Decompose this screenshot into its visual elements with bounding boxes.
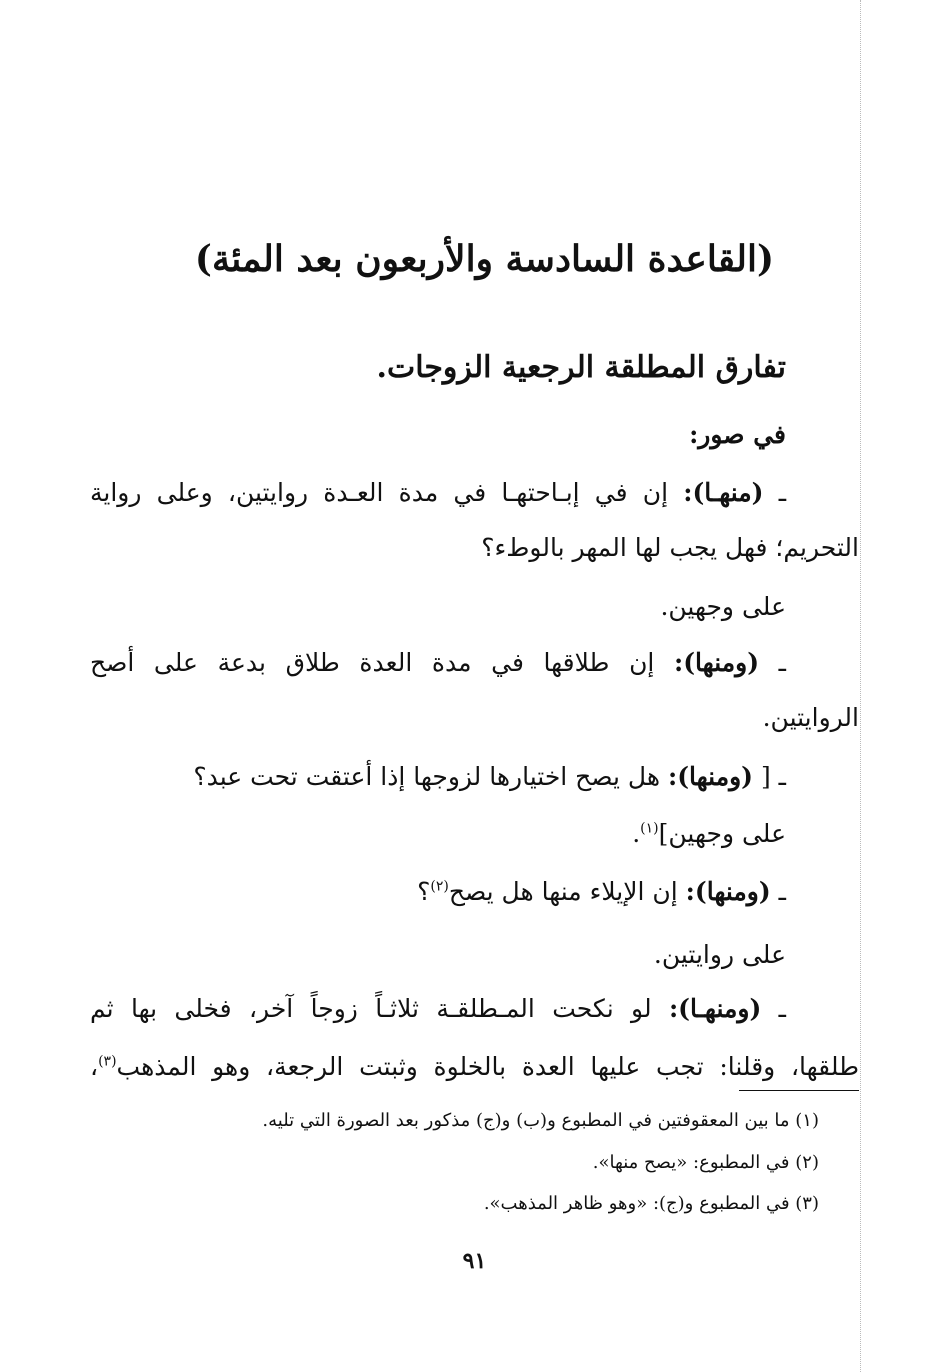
case-5-line-2 (90, 1052, 859, 1081)
answer-text: على وجهين] (658, 819, 786, 848)
case-5-line-1 (90, 994, 786, 1023)
case-1-line-1 (90, 478, 786, 507)
case-4-line-1 (417, 877, 786, 906)
case-marker: (ومنها): (685, 877, 771, 906)
case-marker: (ومنهـا): (668, 994, 762, 1023)
case-marker: (منهـا): (683, 478, 764, 507)
case-punct: ؟ (417, 877, 431, 906)
case-3-answer (632, 819, 786, 848)
footnote-2: (٢) في المطبوع: «يصح منها». (592, 1152, 819, 1173)
case-marker: (ومنها): (674, 648, 760, 677)
case-text: إن في إبـاحتهـا في مدة العـدة روايتين، وعلى رواية (90, 478, 669, 507)
case-dash: ـ (778, 994, 786, 1023)
case-2-line-2: الروايتين. (762, 703, 859, 732)
case-text: طلقها، وقلنا: تجب عليها العدة بالخلوة وثبتت الرجعة، وهو المذهب (116, 1052, 859, 1081)
page-number: ٩١ (462, 1248, 487, 1274)
case-dash: ـ [ (760, 762, 786, 791)
footnote-ref-3: (٣) (98, 1053, 117, 1070)
case-dash: ـ (778, 648, 786, 677)
case-1-line-2: التحريم؛ فهل يجب لها المهر بالوطء؟ (481, 533, 859, 562)
footnote-3: (٣) في المطبوع و(ج): «وهو ظاهر المذهب». (483, 1193, 819, 1214)
case-dash: ـ (778, 877, 786, 906)
footnote-separator (739, 1090, 859, 1091)
footnote-ref-1: (١) (640, 820, 659, 837)
footnote-1: (١) ما بين المعقوفتين في المطبوع و(ب) و(ج) مذكور بعد الصورة التي تليه. (262, 1110, 819, 1131)
case-text: لو نكحت المـطلقـة ثلاثـاً زوجاً آخر، فخلى بها ثم (90, 994, 652, 1023)
case-marker: (ومنها): (667, 762, 754, 791)
rule-heading: (القاعدة السادسة والأربعون بعد المئة) (194, 238, 774, 280)
case-3-line-1 (193, 762, 786, 791)
case-text: هل يصح اختيارها لزوجها إذا أعتقت تحت عبد؟ (193, 762, 661, 791)
rule-statement: تفارق المطلقة الرجعية الزوجات. (376, 350, 786, 385)
footnote-ref-2: (٢) (430, 878, 449, 895)
case-dash: ـ (778, 478, 787, 507)
case-text: إن طلاقها في مدة العدة طلاق بدعة على أصح (90, 648, 655, 677)
case-text: إن الإيلاء منها هل يصح (448, 877, 678, 906)
intro-text: في صور: (689, 420, 786, 449)
case-4-answer: على روايتين. (653, 940, 786, 969)
page-edge-marks (860, 0, 861, 1372)
answer-punct: . (632, 819, 641, 848)
case-punct: ، (90, 1052, 99, 1081)
case-1-answer: على وجهين. (660, 592, 786, 621)
case-2-line-1 (90, 648, 786, 677)
